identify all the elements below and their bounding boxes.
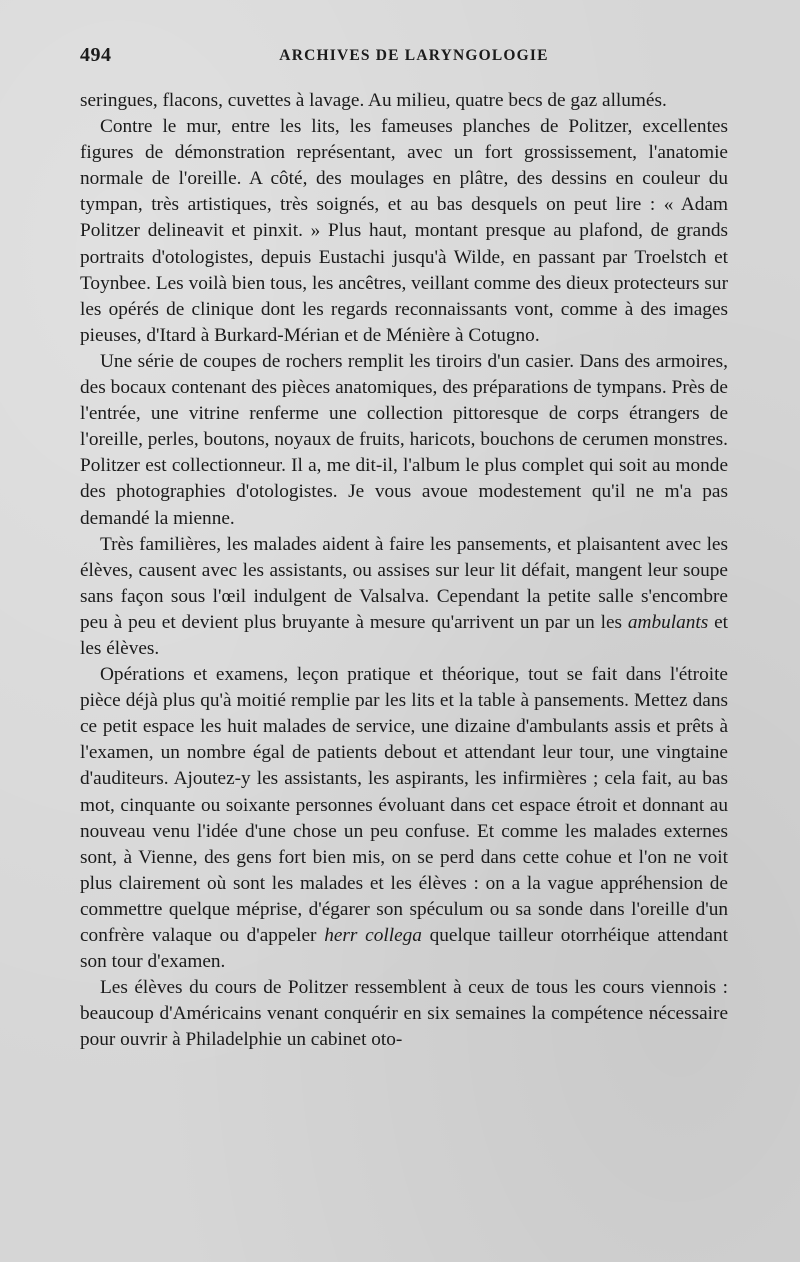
emphasis-ambulants: ambulants: [627, 611, 709, 633]
paragraph-malades-familieres: [80, 532, 728, 662]
paragraph-text: et les élèves.: [80, 611, 728, 659]
emphasis-herr-collega: herr collega: [324, 925, 422, 946]
running-title: ARCHIVES DE LARYNGOLOGIE: [279, 47, 549, 64]
paragraph-casier-armoires: Une série de coupes de rochers remplit les tiroirs d'un casier. Dans des armoires, des bocaux contenant des pièces anatomiques, des préparations de tympans. Près de l'entrée, une vitrine renferme une collection pittoresque de corps étrangers de l'oreille, perles, boutons, noyaux de fruits, haricots, bouchons de cerumen monstres. Politzer est collectionneur. Il a, me dit-il, l'album le plus complet qui soit au monde des photographies d'otologistes. Je vous avoue modestement qu'il ne m'a pas demandé la mienne.: [80, 350, 728, 529]
paragraph-politzer-planches: Contre le mur, entre les lits, les fameuses planches de Politzer, excellentes figures de démonstration représentant, avec un fort grossissement, l'anatomie normale de l'oreille. A côté, des moulages en plâtre, des dessins en couleur du tympan, très artistiques, très soignés, et au bas desquels on peut lire : « Adam Politzer delineavit et pinxit. » Plus haut, montant presque au plafond, de grands portraits d'otologistes, depuis Eustachi jusqu'à Wilde, en passant par Troelstch et Toynbee. Les voilà bien tous, les ancêtres, veillant comme des dieux protecteurs sur les opérés de clinique dont les regards reconnaissants vont, comme à des images pieuses, d'Itard à Burkard-Mérian et de Ménière à Cotugno.: [80, 116, 728, 346]
paragraph-text: Très familières, les malades aident à faire les pansements, et plaisantent avec les élèves, causent avec les assistants, ou assises sur leur lit défait, mangent leur soupe sans façon sous l'œil indulgent de Valsalva. Cependant la petite salle s'encombre peu à peu et devient plus bruyante à mesure qu'arrivent un par un les: [80, 533, 728, 633]
paragraph-continued: seringues, flacons, cuvettes à lavage. Au milieu, quatre becs de gaz allumés.: [80, 90, 667, 111]
paragraph-text: quelque tailleur otorrhéique attendant son tour d'examen.: [80, 925, 728, 973]
paragraph-operations-examens: [80, 662, 728, 975]
paragraph-text: Opérations et examens, leçon pratique et théorique, tout se fait dans l'étroite pièce déjà plus qu'à moitié remplie par les lits et la table à pansements. Mettez dans ce petit espace les huit malades de service, une dizaine d'ambulants assis et prêts à l'examen, un nombre égal de patients debout et attendant leur tour, une vingtaine d'auditeurs. Ajoutez-y les assistants, les aspirants, les infirmières ; cela fait, au bas mot, cinquante ou soixante personnes évoluant dans cet espace étroit et donnant au nouveau venu l'idée d'une chose un peu confuse. Et comme les malades externes sont, à Vienne, des gens fort bien mis, on se perd dans cette cohue et l'on ne voit plus clairement où sont les malades et les élèves : on a la vague appréhension de commettre quelque méprise, d'égarer son spéculum ou sa sonde dans l'oreille d'un confrère valaque ou d'appeler: [80, 664, 728, 946]
paragraph-eleves-cours: Les élèves du cours de Politzer ressemblent à ceux de tous les cours viennois : beaucoup d'Américains venant conquérir en six semaines la compétence nécessaire pour ouvrir à Philadelphie un cabinet oto-: [80, 977, 728, 1051]
page-header: [80, 44, 728, 74]
body-text: [80, 88, 728, 1053]
page-number: 494: [80, 44, 112, 66]
